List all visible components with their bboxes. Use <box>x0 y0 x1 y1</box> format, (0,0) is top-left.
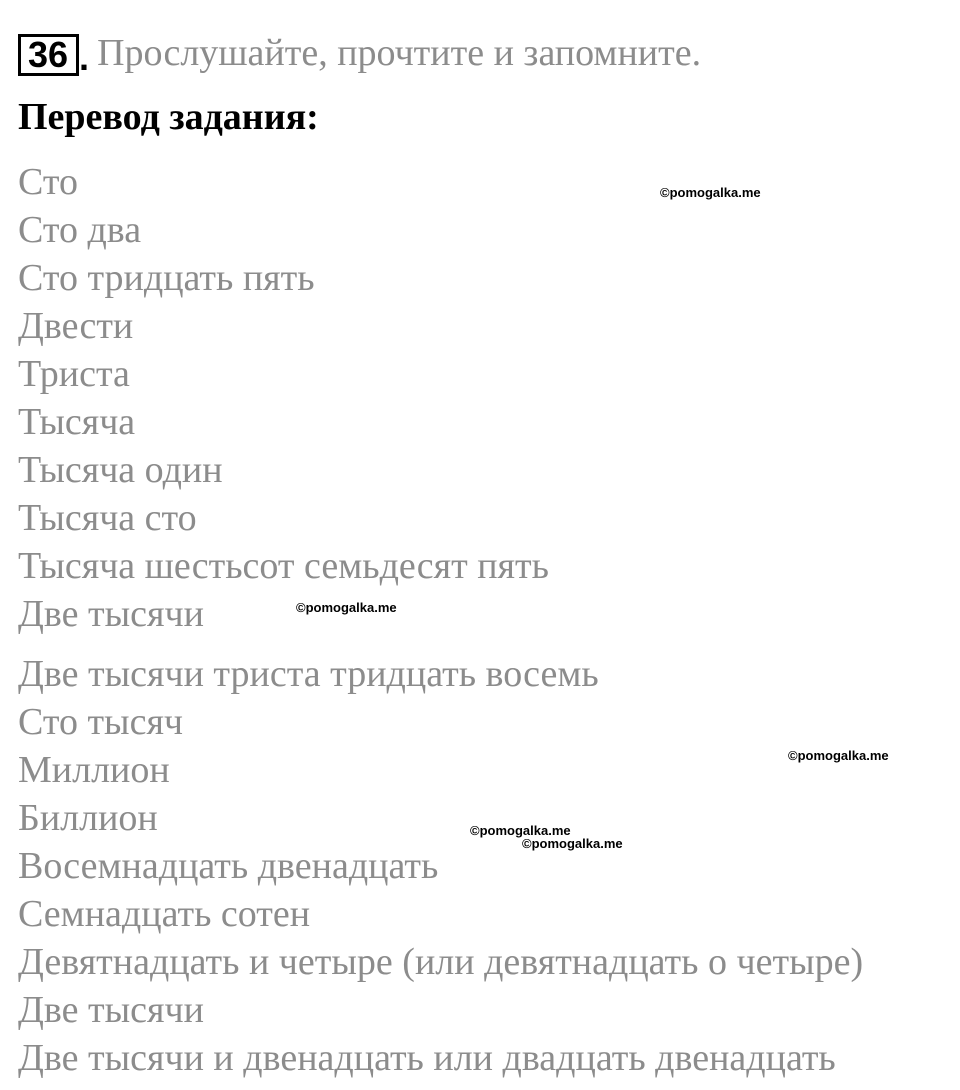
watermark: ©pomogalka.me <box>660 185 761 200</box>
translation-line: Тысяча <box>18 401 136 443</box>
translation-line: Биллион <box>18 797 158 839</box>
translation-line: Две тысячи <box>18 989 204 1031</box>
exercise-task: Прослушайте, прочтите и запомните. <box>97 32 702 74</box>
translation-line: Триста <box>18 353 130 395</box>
translation-line: Девятнадцать и четыре (или девятнадцать о четыре) <box>18 941 864 983</box>
translation-line: Тысяча один <box>18 449 223 491</box>
exercise-number: 36 <box>28 34 69 75</box>
translation-line: Сто два <box>18 209 142 251</box>
translation-line: Восемнадцать двенадцать <box>18 845 439 887</box>
translation-line: Сто тридцать пять <box>18 257 315 299</box>
watermark: ©pomogalka.me <box>522 836 623 851</box>
translation-line: Две тысячи триста тридцать восемь <box>18 653 599 695</box>
watermark: ©pomogalka.me <box>296 600 397 615</box>
watermark: ©pomogalka.me <box>470 823 571 838</box>
translation-line: Тысяча сто <box>18 497 197 539</box>
translation-heading: Перевод задания: <box>18 96 319 138</box>
translation-line: Сто тысяч <box>18 701 184 743</box>
exercise-number-dot: . <box>79 37 90 78</box>
translation-line: Семнадцать сотен <box>18 893 311 935</box>
watermark: ©pomogalka.me <box>788 748 889 763</box>
translation-line: Двести <box>18 305 134 347</box>
translation-line: Миллион <box>18 749 170 791</box>
translation-line: Сто <box>18 161 78 203</box>
translation-line: Тысяча шестьсот семьдесят пять <box>18 545 549 587</box>
translation-list <box>18 0 958 1090</box>
translation-line: Две тысячи и двенадцать или двадцать двенадцать <box>18 1037 836 1079</box>
translation-line: Две тысячи <box>18 593 204 635</box>
